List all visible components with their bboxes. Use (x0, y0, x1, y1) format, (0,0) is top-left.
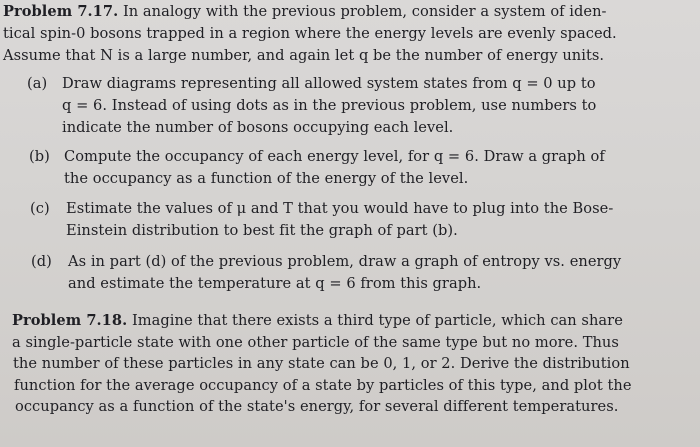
part-d-label: (d) (31, 253, 52, 270)
part-c-line-2: Einstein distribution to best fit the graph of part (b). (66, 222, 458, 239)
problem-7-17-intro-1: In analogy with the previous problem, consider a system of iden- (122, 3, 607, 20)
part-a-line-1: Draw diagrams representing all allowed system states from q = 0 up to (62, 75, 596, 92)
problem-7-18-text-2: a single-particle state with one other particle of the same type but no more. Thus (12, 334, 619, 351)
part-b-line-2: the occupancy as a function of the energy of the level. (64, 170, 469, 187)
problem-7-17-line-1 (3, 2, 607, 22)
problem-7-17-intro-3: Assume that N is a large number, and again let q be the number of energy units. (3, 47, 605, 64)
part-b-label: (b) (29, 148, 50, 165)
part-d-line-1: As in part (d) of the previous problem, draw a graph of entropy vs. energy (68, 253, 622, 270)
part-a-line-3: indicate the number of bosons occupying each level. (62, 119, 454, 136)
problem-7-17-intro-2: tical spin-0 bosons trapped in a region where the energy levels are evenly spaced. (3, 25, 617, 42)
problem-7-18-title: Problem 7.18. (12, 312, 128, 329)
part-c-line-1: Estimate the values of μ and T that you would have to plug into the Bose- (66, 200, 614, 217)
problem-7-18-text-1: Imagine that there exists a third type of particle, which can share (131, 312, 623, 329)
problem-7-18-text-4: function for the average occupancy of a state by particles of this type, and plot the (14, 377, 632, 394)
part-b-line-1: Compute the occupancy of each energy level, for q = 6. Draw a graph of (64, 148, 605, 165)
problem-7-18-text-3: the number of these particles in any state can be 0, 1, or 2. Derive the distribution (13, 355, 630, 372)
problem-7-18-text-5: occupancy as a function of the state's energy, for several different temperatures. (15, 398, 619, 415)
part-a-label: (a) (27, 75, 48, 92)
problem-7-17-title: Problem 7.17. (3, 3, 119, 20)
part-a-line-2: q = 6. Instead of using dots as in the previous problem, use numbers to (62, 97, 597, 114)
part-d-line-2: and estimate the temperature at q = 6 from this graph. (68, 275, 482, 292)
problem-7-18-line-1 (12, 311, 623, 331)
part-c-label: (c) (30, 200, 50, 217)
